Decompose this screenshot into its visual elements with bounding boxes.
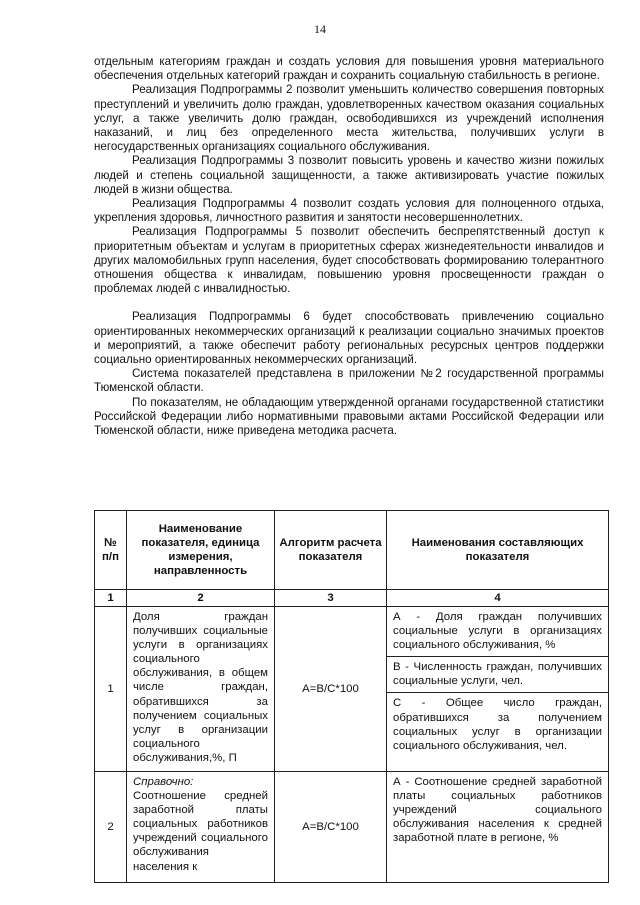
page-number: 14: [314, 22, 326, 36]
paragraph-subprogram-5: Реализация Подпрограммы 5 позволит обеспечить беспрепятственный доступ к приоритетным объектам и услугам в приоритетных сферах жизнедеятельности инвалидов и других маломобильных групп населения, будет способствовать формированию толерантного отношения общества к инвалидам, повышению уровня просвещенности граждан о проблемах людей с инвалидностью.: [94, 225, 604, 296]
indicator-name-text: Соотношение средней заработной платы социальных работников учреждений социального обслуживания населения к: [133, 790, 268, 873]
table-header-row: [95, 511, 609, 590]
header-algorithm: Алгоритм расчета показателя: [275, 511, 387, 590]
column-number: 4: [387, 590, 609, 607]
component-item: А - Доля граждан получивших социальные услуги в организациях социального обслуживания, %: [393, 611, 602, 652]
components-cell: [387, 607, 609, 772]
paragraph-continuation: отдельным категориям граждан и создать условия для повышения уровня материального обеспечения отдельных категорий граждан и сохранить социальную стабильность в регионе.: [94, 55, 604, 83]
row-number: 1: [95, 607, 127, 772]
column-number: 1: [95, 590, 127, 607]
component-item: В - Численность граждан, получивших социальные услуги, чел.: [387, 656, 608, 692]
component-item: С - Общее число граждан, обратившихся за получением социальных услуг в организации социального обслуживания, чел.: [387, 692, 608, 756]
header-indicator-name: Наименование показателя, единица измерения, направленность: [127, 511, 275, 590]
header-number: № п/п: [95, 511, 127, 590]
table-row: [95, 772, 609, 883]
algorithm-formula: А=В/С*100: [275, 607, 387, 772]
components-cell: [387, 772, 609, 883]
row-number: 2: [95, 772, 127, 883]
paragraph-subprogram-6: Реализация Подпрограммы 6 будет способствовать привлечению социально ориентированных некоммерческих организаций к реализации социально значимых проектов и мероприятий, а также обеспечит работу региональных ресурсных центров поддержки социально ориентированных некоммерческих организаций.: [94, 310, 604, 367]
indicator-methodology-table: [94, 510, 609, 883]
component-item: А - Соотношение средней заработной платы социальных работников учреждений социального обслуживания населения к средней заработной плате в регионе, %: [393, 776, 602, 845]
table-column-numbers-row: [95, 590, 609, 607]
algorithm-formula: А=В/С*100: [275, 772, 387, 883]
paragraph-methodology: По показателям, не обладающим утвержденной органами государственной статистики Российской Федерации либо нормативными правовыми актами Российской Федерации или Тюменской области, ниже приведена методика расчета.: [94, 395, 604, 438]
paragraph-subprogram-2: Реализация Подпрограммы 2 позволит уменьшить количество совершения повторных преступлений и увеличить долю граждан, удовлетворенных качеством оказания социальных услуг, а также увеличить долю граждан, освободившихся из учреждений исполнения наказаний, и лиц без определенного места жительства, получивших услуги в негосударственных организациях социального обслуживания.: [94, 83, 604, 154]
paragraph-subprogram-4: Реализация Подпрограммы 4 позволит создать условия для полноценного отдыха, укрепления здоровья, личностного развития и занятости несовершеннолетних.: [94, 197, 604, 225]
column-number: 3: [275, 590, 387, 607]
paragraph-indicator-system: Система показателей представлена в приложении №2 государственной программы Тюменской области.: [94, 367, 604, 395]
header-components: Наименования составляющих показателя: [387, 511, 609, 590]
indicator-name-text: Доля граждан получивших социальные услуги в организациях социального обслуживания, в общем числе граждан, обратившихся за получением социальных услуг в организации социального обслуживания,%, П: [133, 611, 268, 764]
indicator-name: [127, 607, 275, 772]
column-number: 2: [127, 590, 275, 607]
paragraph-subprogram-3: Реализация Подпрограммы 3 позволит повысить уровень и качество жизни пожилых людей и степень социальной защищенности, а также активизировать участие пожилых людей в жизни общества.: [94, 154, 604, 196]
table-row: [95, 607, 609, 772]
body-text: [94, 55, 604, 438]
indicator-name: [127, 772, 275, 883]
indicator-name-prefix: Справочно:: [133, 776, 194, 788]
